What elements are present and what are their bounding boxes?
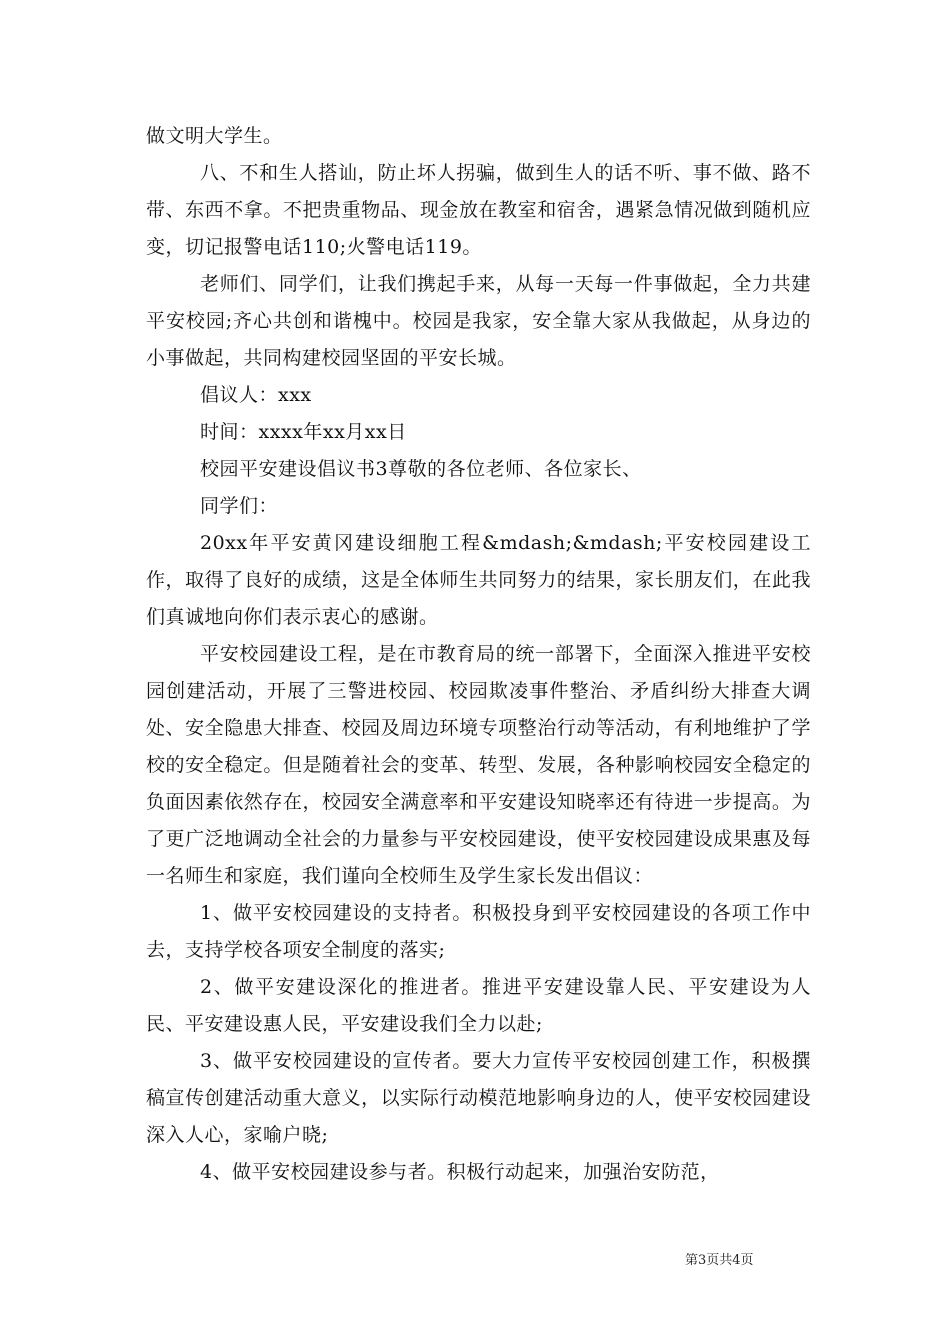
page-number: 第3页共4页 [685,1253,754,1268]
paragraph: 老师们、同学们，让我们携起手来，从每一天每一件事做起，全力共建平安校园;齐心共创和谐槐中。校园是我家，安全靠大家从我做起，从身边的小事做起，共同构建校园坚固的平安长城。 [146,273,811,369]
date-line: 时间：xxxx年xx月xx日 [200,421,407,443]
paragraph: 平安校园建设工程，是在市教育局的统一部署下，全面深入推进平安校园创建活动，开展了三警进校园、校园欺凌事件整治、矛盾纠纷大排查大调处、安全隐患大排查、校园及周边环境专项整治行动等活动，有利地维护了学校的安全稳定。但是随着社会的变革、转型、发展，各种影响校园安全稳定的负面因素依然存在，校园安全满意率和平安建设知晓率还有待进一步提高。为了更广泛地调动全社会的力量参与平安校园建设，使平安校园建设成果惠及每一名师生和家庭，我们谨向全校师生及学生家长发出倡议： [146,643,811,887]
proposal-item: 2、做平安建设深化的推进者。推进平安建设靠人民、平安建设为人民、平安建设惠人民，平安建设我们全力以赴; [146,976,811,1035]
document-body [146,118,811,1191]
paragraph: 做文明大学生。 [146,125,283,147]
proposal-item: 3、做平安校园建设的宣传者。要大力宣传平安校园创建工作，积极撰稿宣传创建活动重大意义，以实际行动模范地影响身边的人，使平安校园建设深入人心，家喻户晓; [146,1050,811,1146]
proposal-item: 1、做平安校园建设的支持者。积极投身到平安校园建设的各项工作中去，支持学校各项安全制度的落实; [146,902,811,961]
proposal-item: 4、做平安校园建设参与者。积极行动起来，加强治安防范， [200,1161,720,1183]
initiator-line: 倡议人：xxx [200,384,312,406]
salutation: 同学们： [200,495,279,517]
section-title: 校园平安建设倡议书3尊敬的各位老师、各位家长、 [200,458,642,480]
paragraph: 20xx年平安黄冈建设细胞工程&mdash;&mdash;平安校园建设工作，取得了良好的成绩，这是全体师生共同努力的结果，家长朋友们，在此我们真诚地向你们表示衷心的感谢。 [146,532,811,628]
paragraph: 八、不和生人搭讪，防止坏人拐骗，做到生人的话不听、事不做、路不带、东西不拿。不把贵重物品、现金放在教室和宿舍，遇紧急情况做到随机应变，切记报警电话110;火警电话119。 [146,162,811,258]
